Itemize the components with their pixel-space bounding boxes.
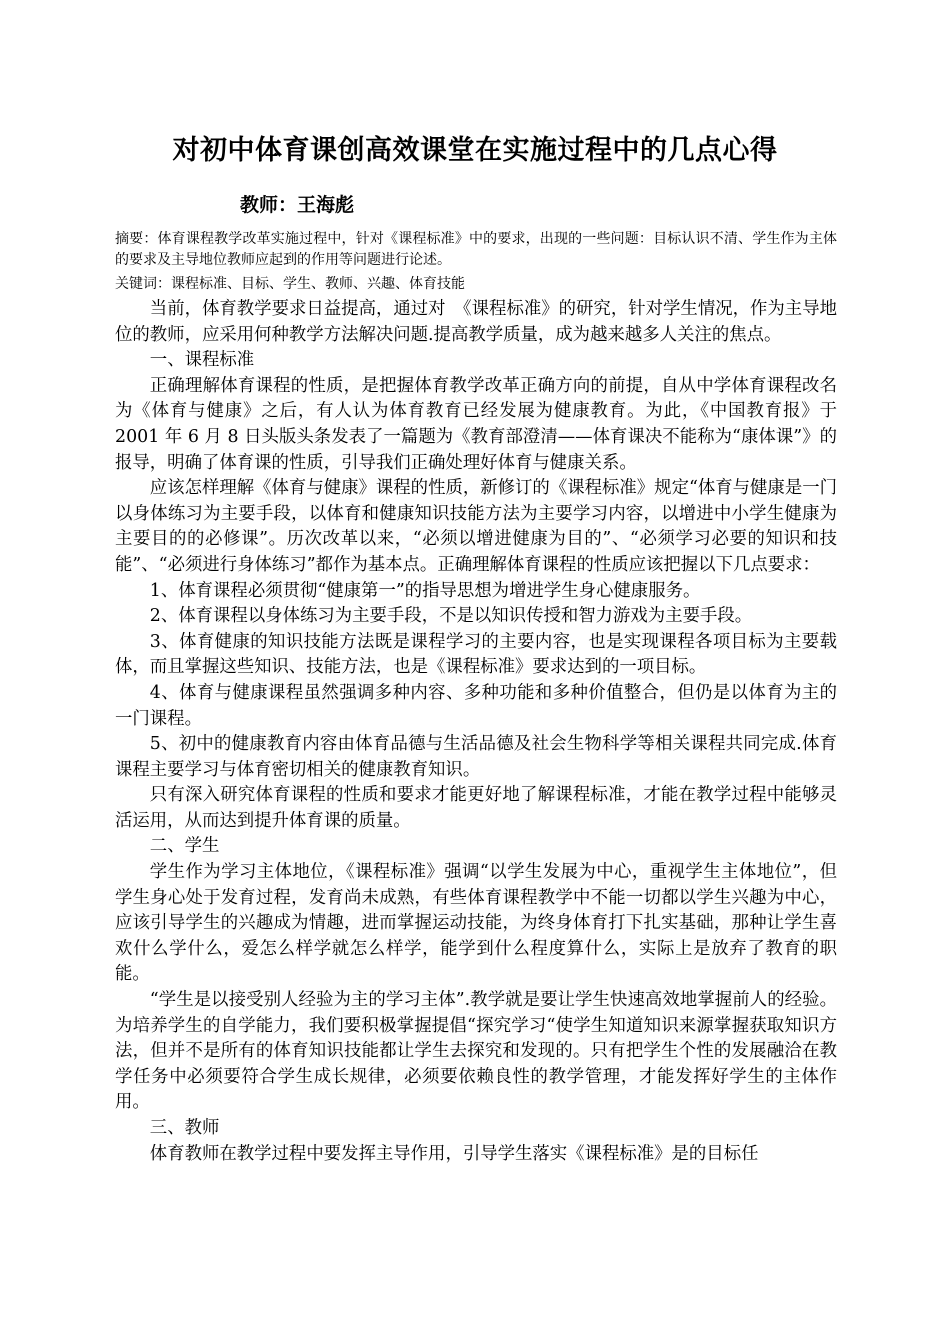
author-line: 教师：王海彪 (240, 194, 355, 216)
paragraph: 正确理解体育课程的性质，是把握体育教学改革正确方向的前提，自从中学体育课程改名为《体育与健康》之后，有人认为体育教育已经发展为健康教育。为此，《中国教育报》于 2001 年 6 月 8 日头版头条发表了一篇题为《教育部澄清——体育课决不能称为“康体课”》的报导，明确了体育课的性质，引导我们正确处理好体育与健康关系。 (115, 375, 837, 473)
section-heading: 三、教师 (149, 1118, 220, 1138)
section-heading: 二、学生 (149, 836, 220, 857)
section-heading: 一、课程标准 (149, 350, 255, 371)
abstract: 摘要：体育课程教学改革实施过程中，针对《课程标准》中的要求，出现的一些问题：目标认识不清、学生作为主体的要求及主导地位教师应起到的作用等问题进行论述。 (115, 231, 837, 268)
paragraph: 应该怎样理解《体育与健康》课程的性质，新修订的《课程标准》规定“体育与健康是一门以身体练习为主要手段，以体育和健康知识技能方法为主要学习内容，以增进中小学生健康为主要目的的必修课”。历次改革以来，“必须以增进健康为目的”、“必须学习必要的知识和技能”、“必须进行身体练习”都作为基本点。正确理解体育课程的性质应该把握以下几点要求： (115, 478, 837, 575)
list-item: 2、体育课程以身体练习为主要手段，不是以知识传授和智力游戏为主要手段。 (149, 606, 753, 627)
keywords: 关键词：课程标准、目标、学生、教师、兴趣、体育技能 (115, 276, 465, 292)
list-item: 4、体育与健康课程虽然强调多种内容、多种功能和多种价值整合，但仍是以体育为主的一门课程。 (115, 682, 837, 729)
document-title: 对初中体育课创高效课堂在实施过程中的几点心得 (172, 135, 778, 166)
list-item: 3、体育健康的知识技能方法既是课程学习的主要内容，也是实现课程各项目标为主要载体，而且掌握这些知识、技能方法，也是《课程标准》要求达到的一项目标。 (115, 631, 837, 678)
paragraph: 学生作为学习主体地位，《课程标准》强调“以学生发展为中心，重视学生主体地位”，但学生身心处于发育过程，发育尚未成熟，有些体育课程教学中不能一切都以学生兴趣为中心，应该引导学生的兴趣成为情趣，进而掌握运动技能，为终身体育打下扎实基础，那种让学生喜欢什么学什么，爱怎么样学就怎么样学，能学到什么程度算什么，实际上是放弃了教育的职能。 (115, 862, 837, 985)
paragraph: 当前，体育教学要求日益提高，通过对 《课程标准》的研究，针对学生情况，作为主导地位的教师，应采用何种教学方法解决问题.提高教学质量，成为越来越多人关注的焦点。 (115, 299, 837, 345)
paragraph: “学生是以接受别人经验为主的学习主体”.教学就是要让学生快速高效地掌握前人的经验。为培养学生的自学能力，我们要积极掌握提倡“探究学习“使学生知道知识来源掌握获取知识方法，但并不是所有的体育知识技能都让学生去探究和发现的。只有把学生个性的发展融洽在教学任务中必须要符合学生成长规律，必须要依赖良性的教学管理，才能发挥好学生的主体作用。 (115, 990, 837, 1113)
paragraph: 体育教师在教学过程中要发挥主导作用，引导学生落实《课程标准》是的目标任 (149, 1143, 759, 1164)
body-text (115, 297, 837, 1167)
paragraph: 只有深入研究体育课程的性质和要求才能更好地了解课程标准，才能在教学过程中能够灵活运用，从而达到提升体育课的质量。 (115, 785, 837, 831)
list-item: 5、初中的健康教育内容由体育品德与生活品德及社会生物科学等相关课程共同完成.体育课程主要学习与体育密切相关的健康教育知识。 (115, 734, 837, 780)
list-item: 1、体育课程必须贯彻“健康第一”的指导思想为增进学生身心健康服务。 (149, 580, 701, 601)
